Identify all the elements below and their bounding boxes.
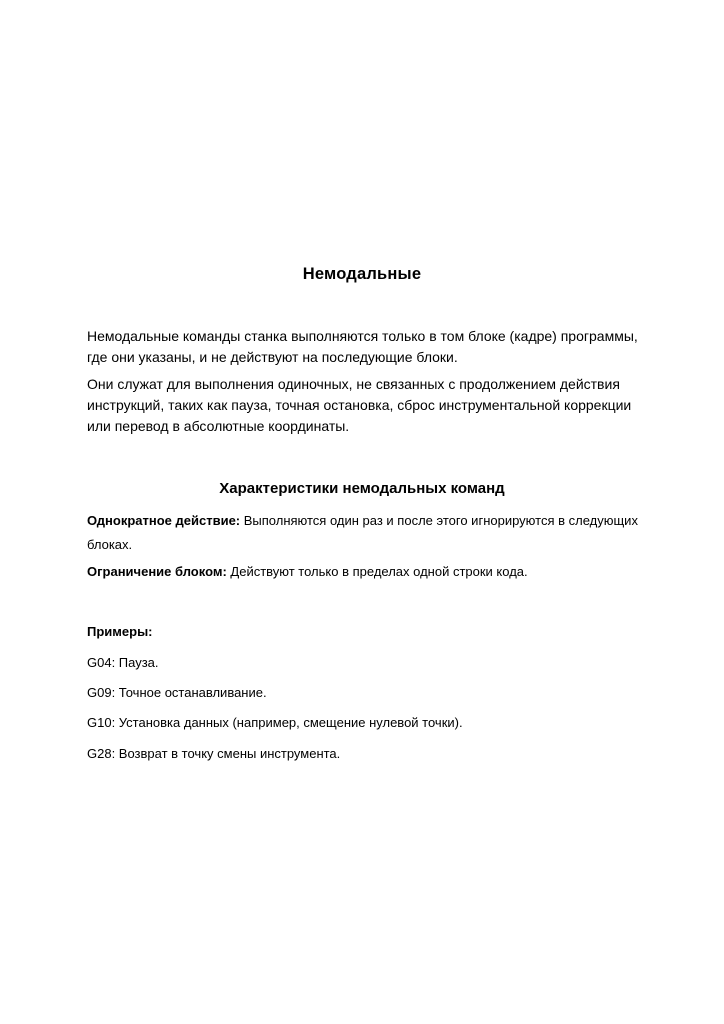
characteristic-label: Однократное действие: [87, 513, 241, 528]
section-subtitle: Характеристики немодальных команд [219, 480, 505, 497]
characteristic-text: Выполняются один раз и после этого игнорируются в следующих блоках. [87, 513, 638, 552]
characteristic-item-single-action [87, 509, 647, 557]
example-item-g04: G04: Пауза. [87, 655, 159, 670]
intro-paragraph-2: Они служат для выполнения одиночных, не связанных с продолжением действия инструкций, таких как пауза, точная остановка, сброс инструментальной коррекции или перевод в абсолютные координаты. [87, 376, 632, 434]
characteristic-text: Действуют только в пределах одной строки кода. [226, 564, 528, 579]
example-item-g10: G10: Установка данных (например, смещение нулевой точки). [87, 715, 463, 730]
characteristic-item-block-limit [87, 560, 647, 584]
characteristic-label: Ограничение блоком: [87, 564, 227, 579]
example-item-g28: G28: Возврат в точку смены инструмента. [87, 746, 341, 761]
intro-paragraph-1: Немодальные команды станка выполняются только в том блоке (кадре) программы, где они указаны, и не действуют на последующие блоки. [87, 328, 638, 365]
example-item-g09: G09: Точное останавливание. [87, 685, 267, 700]
examples-heading: Примеры: [87, 624, 153, 639]
document-title: Немодальные [302, 265, 422, 283]
